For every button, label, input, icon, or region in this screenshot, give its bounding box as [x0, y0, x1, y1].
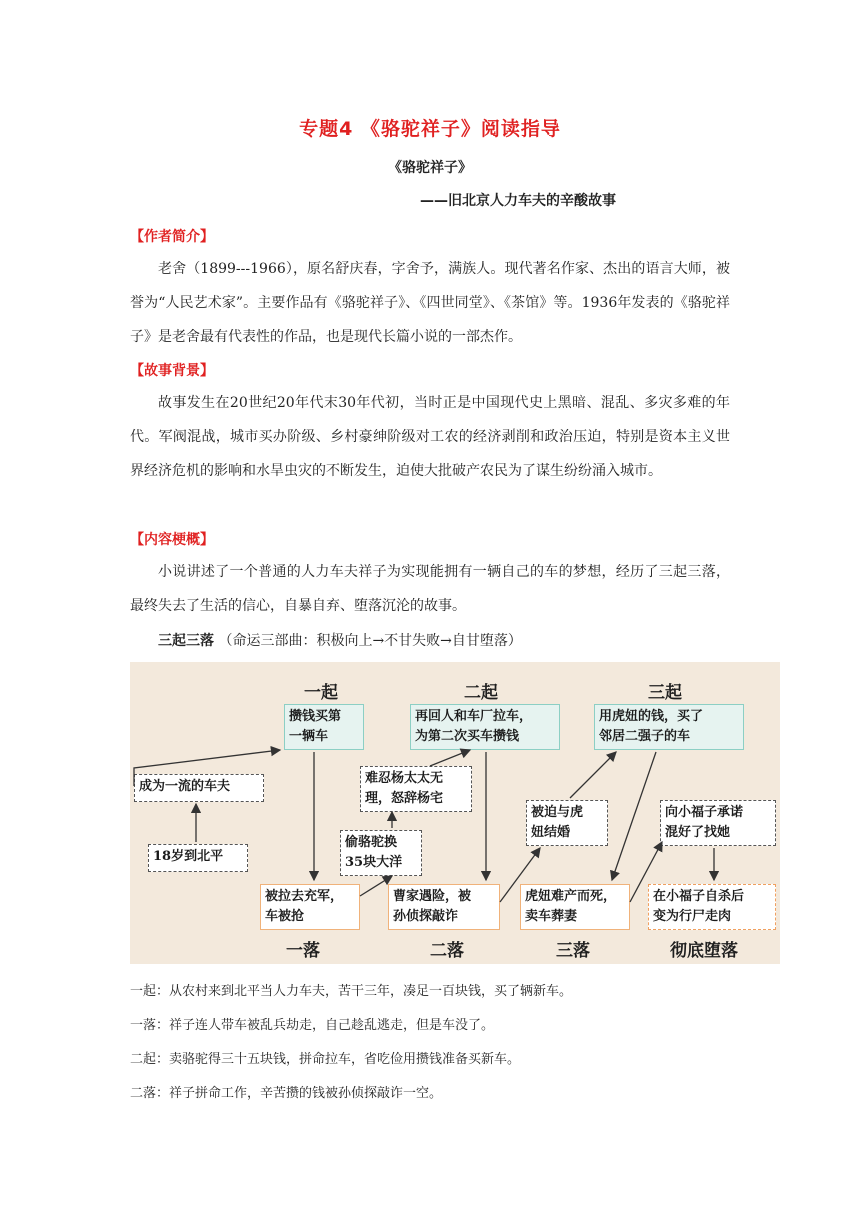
event-rise-1: 一起：从农村来到北平当人力车夫，苦干三年，凑足一百块钱，买了辆新车。	[130, 984, 573, 999]
page-title: 专题4 《骆驼祥子》阅读指导	[299, 118, 561, 140]
box-to-beiping: 18岁到北平	[148, 844, 248, 872]
background-paragraph: 故事发生在20世纪20年代末30年代初，当时正是中国现代史上黑暗、混乱、多灾多难的年代。军阀混战，城市买办阶级、乡村豪绅阶级对工农的经济剥削和政治压迫，特别是资本主义世界经济危机的影响和水旱虫灾的不断发生，迫使大批破产农民为了谋生纷纷涌入城市。	[130, 395, 730, 479]
box-drafted: 被拉去充军， 车被抢	[260, 884, 360, 930]
arrow-death-to-promise	[630, 842, 662, 902]
summary-heading: 【内容梗概】	[130, 532, 214, 548]
summary-paragraph: 小说讲述了一个普通的人力车夫祥子为实现能拥有一辆自己的车的梦想，经历了三起三落，最终失去了生活的信心，自暴自弃、堕落沉沦的故事。	[130, 564, 730, 614]
stage-fall-3: 三落	[556, 941, 590, 961]
box-huniu-money-car: 用虎妞的钱，买了 邻居二强子的车	[594, 704, 744, 750]
three-rises-note: （命运三部曲：积极向上→不甘失败→自甘堕落）	[218, 633, 522, 649]
plot-diagram	[130, 662, 780, 964]
author-paragraph: 老舍（1899---1966），原名舒庆春，字舍予，满族人。现代著名作家、杰出的语言大师，被誉为“人民艺术家”。主要作品有《骆驼祥子》、《四世同堂》、《茶馆》等。1936年发表的《骆驼祥子》是老舍最有代表性的作品，也是现代长篇小说的一部杰作。	[130, 261, 730, 345]
box-forced-marriage: 被迫与虎 妞结婚	[526, 800, 608, 846]
three-rises-label: 三起三落	[158, 633, 214, 649]
stage-rise-3: 三起	[648, 683, 682, 703]
box-promise-xiaofuzi: 向小福子承诺 混好了找她	[660, 800, 776, 846]
diagram-arrows	[130, 662, 780, 964]
box-steal-camels: 偷骆驼换 35块大洋	[340, 830, 422, 876]
event-rise-2: 二起：卖骆驼得三十五块钱，拼命拉车，省吃俭用攒钱准备买新车。	[130, 1052, 521, 1067]
box-walking-dead: 在小福子自杀后 变为行尸走肉	[648, 884, 776, 930]
event-fall-1: 一落：祥子连人带车被乱兵劫走，自己趁乱逃走，但是车没了。	[130, 1018, 495, 1033]
stage-fall-2: 二落	[430, 941, 464, 961]
three-rises-heading	[158, 630, 522, 650]
box-huniu-dies: 虎妞难产而死， 卖车葬妻	[520, 884, 630, 930]
box-quit-yang: 难忍杨太太无 理，怒辞杨宅	[360, 766, 472, 812]
arrow-marriage-to-huniucar	[570, 752, 616, 798]
arrow-drafted-to-camels	[360, 876, 392, 896]
arrow-huniucar-to-death	[612, 752, 656, 880]
event-fall-2: 二落：祥子拼命工作，辛苦攒的钱被孙侦探敲诈一空。	[130, 1086, 443, 1101]
stage-rise-1: 一起	[304, 683, 338, 703]
stage-final-fall: 彻底堕落	[670, 941, 738, 961]
background-heading: 【故事背景】	[130, 363, 214, 379]
arrow-blackmail-to-marriage	[500, 848, 540, 902]
stage-fall-1: 一落	[286, 941, 320, 961]
arrow-puller-to-firstcar	[134, 750, 280, 786]
box-first-class-puller: 成为一流的车夫	[134, 774, 264, 802]
box-blackmailed: 曹家遇险，被 孙侦探敲诈	[388, 884, 500, 930]
book-title: 《骆驼祥子》	[388, 160, 472, 176]
author-heading: 【作者简介】	[130, 229, 214, 245]
box-return-renhe: 再回人和车厂拉车， 为第二次买车攒钱	[410, 704, 560, 750]
box-buy-first-car: 攒钱买第 一辆车	[284, 704, 364, 750]
arrow-quit-to-renhe	[430, 750, 470, 766]
stage-rise-2: 二起	[464, 683, 498, 703]
book-subtitle: ——旧北京人力车夫的辛酸故事	[420, 193, 616, 209]
